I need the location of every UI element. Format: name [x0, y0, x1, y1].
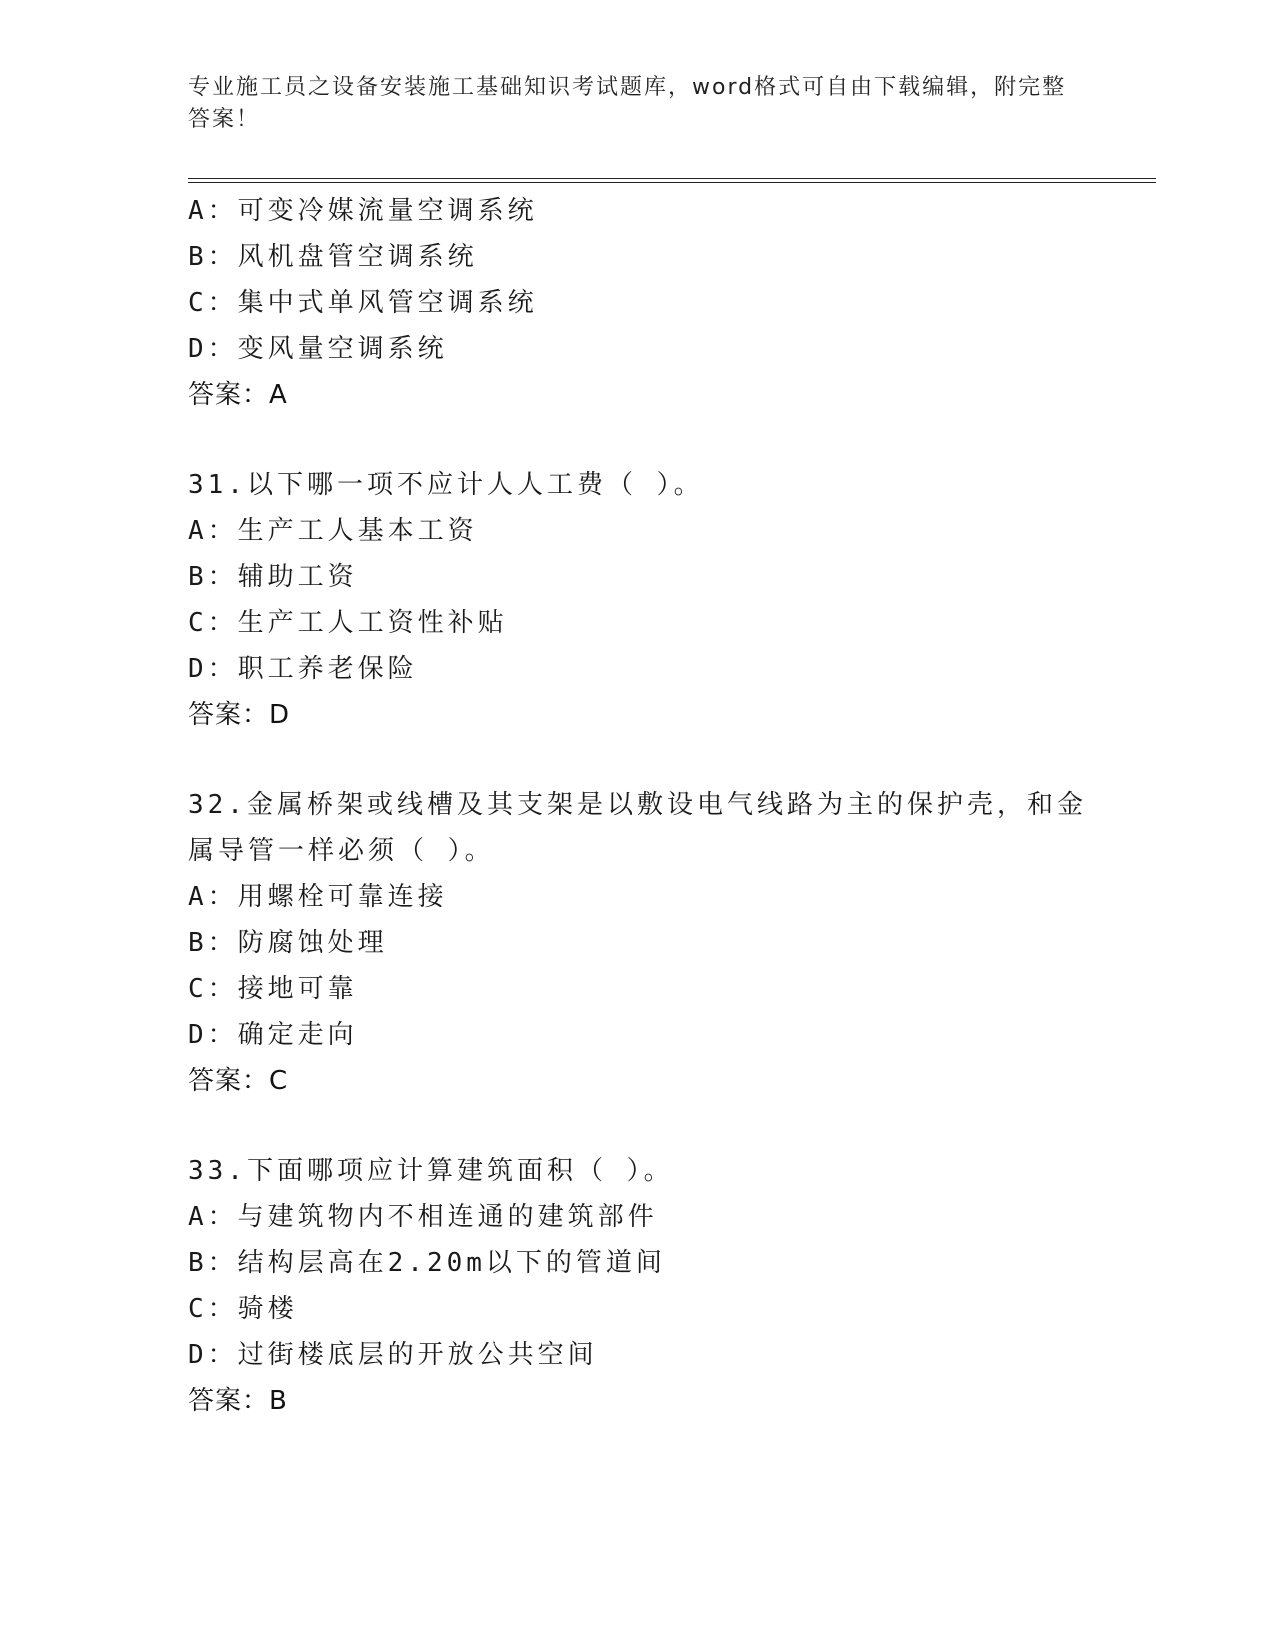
- header-rule-top: [188, 178, 1156, 179]
- question-block-33: [188, 1148, 1088, 1424]
- answer: 答案：B: [188, 1386, 288, 1416]
- question-stem: 32.金属桥架或线槽及其支架是以敷设电气线路为主的保护壳，和金属导管一样必须（ ）。: [188, 790, 1087, 866]
- option-b: B：辅助工资: [188, 562, 358, 592]
- option-d: D：变风量空调系统: [188, 334, 448, 364]
- option-d: D：职工养老保险: [188, 654, 418, 684]
- option-d: D：过街楼底层的开放公共空间: [188, 1340, 598, 1370]
- option-a: A：与建筑物内不相连通的建筑部件: [188, 1202, 658, 1232]
- question-block-32: [188, 782, 1088, 1104]
- answer: 答案：C: [188, 1066, 289, 1096]
- question-block-31: [188, 462, 1088, 738]
- question-stem: 31.以下哪一项不应计人人工费（ ）。: [188, 470, 704, 500]
- option-a: A：可变冷媒流量空调系统: [188, 196, 538, 226]
- document-header: 专业施工员之设备安装施工基础知识考试题库，word格式可自由下载编辑，附完整答案！: [188, 75, 1067, 132]
- option-c: C：集中式单风管空调系统: [188, 288, 538, 318]
- spacer: [188, 738, 1088, 782]
- option-d: D：确定走向: [188, 1020, 358, 1050]
- header-rule-bottom: [188, 182, 1156, 183]
- option-a: A：生产工人基本工资: [188, 516, 478, 546]
- spacer: [188, 418, 1088, 462]
- option-b: B：结构层高在2.20m以下的管道间: [188, 1248, 666, 1278]
- question-list: [188, 188, 1088, 1424]
- option-a: A：用螺栓可靠连接: [188, 882, 448, 912]
- spacer: [188, 1104, 1088, 1148]
- answer: 答案：A: [188, 380, 288, 410]
- option-b: B：风机盘管空调系统: [188, 242, 478, 272]
- option-c: C：骑楼: [188, 1294, 298, 1324]
- answer: 答案：D: [188, 700, 291, 730]
- question-block-30: [188, 188, 1088, 418]
- option-c: C：生产工人工资性补贴: [188, 608, 508, 638]
- option-c: C：接地可靠: [188, 974, 358, 1004]
- question-stem: 33.下面哪项应计算建筑面积（ ）。: [188, 1156, 674, 1186]
- option-b: B：防腐蚀处理: [188, 928, 388, 958]
